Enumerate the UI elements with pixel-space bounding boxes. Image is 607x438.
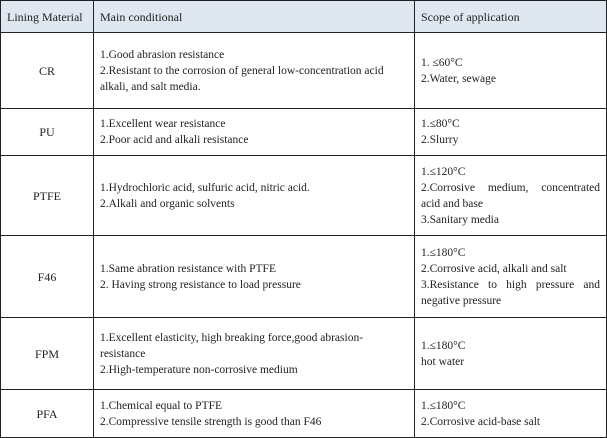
scope-line: 3.Resistance to high pressure and negative pressure [421, 278, 600, 307]
material-cell: PFA [1, 390, 94, 438]
header-lining-material: Lining Material [1, 1, 94, 33]
condition-line: 1.Good abrasion resistance [100, 48, 225, 61]
condition-cell [94, 236, 415, 318]
condition-line: 1.Same abration resistance with PTFE [100, 262, 276, 275]
condition-cell [94, 33, 415, 109]
table-row [1, 109, 607, 156]
condition-cell [94, 156, 415, 236]
scope-line: 1.≤180°C [421, 246, 466, 259]
condition-line: 2.Resistant to the corrosion of general low-concentration acid alkali, and salt media. [100, 64, 384, 93]
condition-line: 1.Chemical equal to PTFE [100, 399, 223, 412]
condition-line: 2.Poor acid and alkali resistance [100, 134, 249, 146]
table-row [1, 390, 607, 438]
scope-line: 1.≤80°C [421, 118, 460, 130]
scope-line: 1.≤180°C [421, 399, 466, 412]
condition-line: 2. Having strong resistance to load pressure [100, 278, 301, 291]
condition-line: 1.Hydrochloric acid, sulfuric acid, nitric acid. [100, 181, 310, 194]
table-row [1, 318, 607, 390]
table-row [1, 236, 607, 318]
condition-line: 1.Excellent elasticity, high breaking force,good abrasion-resistance [100, 331, 364, 360]
scope-line: 1. ≤60°C [421, 56, 463, 69]
scope-cell [415, 33, 607, 109]
scope-cell [415, 390, 607, 438]
material-cell: FPM [1, 318, 94, 390]
material-cell: F46 [1, 236, 94, 318]
scope-line: 3.Sanitary media [421, 213, 499, 226]
condition-line: 2.Compressive tensile strength is good than F46 [100, 415, 322, 428]
scope-line: hot water [421, 355, 465, 368]
condition-line: 1.Excellent wear resistance [100, 118, 226, 130]
scope-line: 2.Water, sewage [421, 72, 496, 85]
header-scope-of-application: Scope of application [415, 1, 607, 33]
condition-cell [94, 109, 415, 156]
material-cell: CR [1, 33, 94, 109]
condition-cell [94, 318, 415, 390]
scope-cell [415, 318, 607, 390]
scope-cell [415, 109, 607, 156]
table-row [1, 33, 607, 109]
header-row [1, 1, 607, 33]
scope-cell [415, 236, 607, 318]
scope-line: 1.≤180°C [421, 339, 466, 352]
condition-cell [94, 390, 415, 438]
scope-line: 2.Slurry [421, 134, 459, 146]
table-row [1, 156, 607, 236]
scope-line: 1.≤120°C [421, 165, 466, 178]
scope-line: 2.Corrosive acid-base salt [421, 415, 541, 428]
scope-line: 2.Corrosive acid, alkali and salt [421, 262, 567, 275]
header-main-conditional: Main conditional [94, 1, 415, 33]
material-cell: PTFE [1, 156, 94, 236]
scope-cell [415, 156, 607, 236]
condition-line: 2.Alkali and organic solvents [100, 197, 235, 210]
scope-line: 2.Corrosive medium, concentrated acid and base [421, 181, 600, 210]
condition-line: 2.High-temperature non-corrosive medium [100, 363, 298, 376]
material-cell: PU [1, 109, 94, 156]
